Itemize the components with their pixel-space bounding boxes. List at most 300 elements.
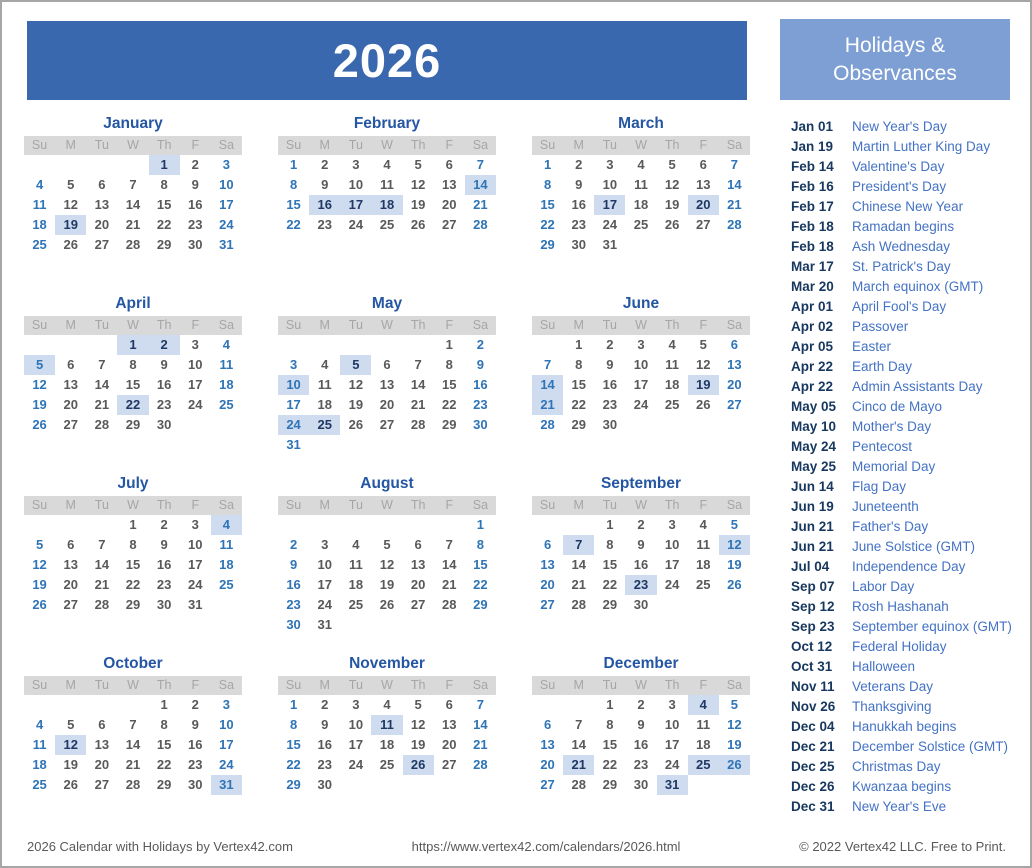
day-cell: 29 bbox=[442, 417, 457, 432]
day-cell: 19 bbox=[32, 577, 47, 592]
day-cell: 4 bbox=[383, 157, 391, 172]
day-cell: 11 bbox=[696, 717, 711, 732]
day-cell: 31 bbox=[188, 597, 203, 612]
weekday-header: M bbox=[319, 498, 330, 512]
holiday-date: May 24 bbox=[791, 439, 837, 454]
day-cell: 9 bbox=[160, 357, 168, 372]
empty-cell bbox=[278, 515, 309, 535]
day-cell: 11 bbox=[219, 357, 234, 372]
day-cell: 3 bbox=[191, 337, 199, 352]
day-cell: 27 bbox=[94, 777, 110, 792]
holiday-day-cell: 4 bbox=[688, 695, 719, 715]
day-cell: 12 bbox=[348, 377, 364, 392]
day-cell: 30 bbox=[286, 617, 301, 632]
holiday-row bbox=[782, 137, 1026, 157]
day-cell: 25 bbox=[219, 397, 234, 412]
day-cell: 30 bbox=[633, 597, 649, 612]
holiday-row bbox=[782, 517, 1026, 537]
day-cell: 22 bbox=[473, 577, 488, 592]
day-cell: 14 bbox=[571, 737, 586, 752]
calendar-grid bbox=[24, 114, 750, 816]
day-cell: 6 bbox=[98, 717, 106, 732]
weekday-header: Sa bbox=[726, 678, 743, 692]
holiday-date: Oct 12 bbox=[791, 639, 833, 654]
holiday-row bbox=[782, 577, 1026, 597]
day-cell: 3 bbox=[668, 697, 676, 712]
holiday-name: December Solstice (GMT) bbox=[852, 739, 1009, 754]
day-cell: 20 bbox=[540, 757, 555, 772]
day-cell: 19 bbox=[379, 577, 395, 592]
day-cell: 28 bbox=[473, 217, 488, 232]
day-cell: 18 bbox=[219, 557, 234, 572]
weekday-header: Th bbox=[664, 138, 680, 152]
day-cell: 10 bbox=[664, 717, 680, 732]
day-cell: 10 bbox=[348, 177, 364, 192]
empty-cell bbox=[371, 335, 402, 355]
holiday-name: Independence Day bbox=[852, 559, 966, 574]
day-cell: 25 bbox=[32, 777, 47, 792]
holiday-date: Sep 12 bbox=[791, 599, 835, 614]
day-grid bbox=[24, 335, 242, 435]
weekday-header: Tu bbox=[348, 318, 363, 332]
holiday-name: St. Patrick's Day bbox=[852, 259, 951, 274]
holiday-date: Sep 07 bbox=[791, 579, 835, 594]
empty-cell bbox=[340, 515, 371, 535]
holiday-day-cell: 12 bbox=[719, 535, 750, 555]
holiday-row bbox=[782, 377, 1026, 397]
empty-cell bbox=[86, 335, 117, 355]
day-cell: 27 bbox=[410, 597, 426, 612]
day-cell: 10 bbox=[602, 177, 618, 192]
holiday-date: Apr 22 bbox=[791, 379, 834, 394]
day-cell: 5 bbox=[67, 177, 75, 192]
holiday-name: Earth Day bbox=[852, 359, 913, 374]
day-cell: 20 bbox=[442, 197, 457, 212]
day-cell: 14 bbox=[410, 377, 426, 392]
day-cell: 23 bbox=[286, 597, 301, 612]
day-cell: 2 bbox=[321, 697, 329, 712]
day-cell: 21 bbox=[442, 577, 457, 592]
day-cell: 3 bbox=[606, 157, 614, 172]
day-cell: 19 bbox=[348, 397, 364, 412]
day-cell: 1 bbox=[289, 157, 298, 172]
weekday-header: Su bbox=[539, 498, 556, 512]
day-cell: 22 bbox=[602, 577, 618, 592]
weekday-header: Sa bbox=[218, 138, 235, 152]
footer bbox=[27, 839, 1006, 854]
day-cell: 21 bbox=[410, 397, 426, 412]
empty-cell bbox=[309, 515, 340, 535]
day-cell: 5 bbox=[383, 537, 391, 552]
empty-cell bbox=[86, 695, 117, 715]
day-cell: 20 bbox=[63, 397, 78, 412]
weekday-header: M bbox=[319, 138, 330, 152]
day-cell: 17 bbox=[664, 737, 680, 752]
day-cell: 2 bbox=[321, 157, 329, 172]
day-cell: 12 bbox=[63, 197, 78, 212]
weekday-header: Th bbox=[410, 318, 426, 332]
weekday-header: Sa bbox=[726, 138, 743, 152]
month-march bbox=[532, 114, 750, 276]
day-cell: 27 bbox=[63, 417, 78, 432]
day-cell: 11 bbox=[348, 557, 363, 572]
day-cell: 8 bbox=[445, 357, 453, 372]
day-cell: 31 bbox=[219, 237, 234, 252]
day-cell: 2 bbox=[575, 157, 583, 172]
month-title: April bbox=[115, 295, 151, 312]
holiday-date: Oct 31 bbox=[791, 659, 833, 674]
day-cell: 7 bbox=[730, 157, 739, 172]
day-cell: 10 bbox=[664, 537, 680, 552]
day-cell: 4 bbox=[699, 517, 707, 532]
day-cell: 18 bbox=[696, 557, 711, 572]
day-cell: 28 bbox=[94, 597, 110, 612]
holiday-date: Jun 21 bbox=[791, 539, 834, 554]
holiday-name: Ash Wednesday bbox=[852, 239, 951, 254]
day-cell: 28 bbox=[94, 417, 110, 432]
empty-cell bbox=[24, 155, 55, 175]
holiday-name: Flag Day bbox=[852, 479, 907, 494]
day-cell: 2 bbox=[637, 517, 645, 532]
holiday-date: May 25 bbox=[791, 459, 837, 474]
day-cell: 17 bbox=[633, 377, 649, 392]
weekday-header: Tu bbox=[602, 138, 617, 152]
weekday-header: Th bbox=[156, 678, 172, 692]
day-cell: 4 bbox=[383, 697, 391, 712]
day-cell: 18 bbox=[317, 397, 332, 412]
day-cell: 1 bbox=[575, 337, 583, 352]
day-cell: 8 bbox=[129, 537, 137, 552]
holiday-list bbox=[782, 117, 1026, 817]
day-cell: 26 bbox=[63, 777, 78, 792]
month-october bbox=[24, 654, 242, 816]
holiday-date: Apr 05 bbox=[791, 339, 834, 354]
day-cell: 14 bbox=[125, 737, 141, 752]
day-cell: 23 bbox=[188, 757, 203, 772]
month-september bbox=[532, 474, 750, 636]
day-cell: 27 bbox=[696, 217, 711, 232]
day-cell: 24 bbox=[633, 397, 649, 412]
day-cell: 22 bbox=[602, 757, 618, 772]
day-cell: 28 bbox=[540, 417, 555, 432]
month-april bbox=[24, 294, 242, 456]
day-cell: 7 bbox=[98, 537, 106, 552]
empty-cell bbox=[434, 515, 465, 535]
day-cell: 17 bbox=[317, 577, 332, 592]
day-cell: 11 bbox=[634, 177, 648, 192]
empty-cell bbox=[532, 335, 563, 355]
weekday-header: Th bbox=[664, 498, 680, 512]
holiday-date: Sep 23 bbox=[791, 619, 835, 634]
holiday-date: Nov 11 bbox=[791, 679, 835, 694]
day-cell: 26 bbox=[727, 577, 742, 592]
day-cell: 7 bbox=[575, 717, 583, 732]
day-cell: 16 bbox=[286, 577, 301, 592]
holiday-name: Hanukkah begins bbox=[852, 719, 957, 734]
holiday-date: Dec 21 bbox=[791, 739, 835, 754]
day-cell: 21 bbox=[727, 197, 742, 212]
month-title: January bbox=[103, 115, 163, 132]
weekday-header: F bbox=[191, 678, 200, 692]
weekday-header: Tu bbox=[94, 318, 109, 332]
day-cell: 12 bbox=[410, 177, 426, 192]
day-grid bbox=[278, 155, 496, 235]
day-cell: 19 bbox=[664, 197, 680, 212]
day-cell: 11 bbox=[32, 737, 47, 752]
weekday-header-row bbox=[278, 316, 496, 335]
holiday-day-cell: 17 bbox=[594, 195, 625, 215]
weekday-header: Th bbox=[664, 318, 680, 332]
month-december bbox=[532, 654, 750, 816]
day-cell: 5 bbox=[414, 157, 422, 172]
day-cell: 18 bbox=[664, 377, 680, 392]
holiday-day-cell: 12 bbox=[55, 735, 86, 755]
empty-cell bbox=[86, 155, 117, 175]
empty-cell bbox=[24, 335, 55, 355]
weekday-header: Th bbox=[410, 678, 426, 692]
day-cell: 22 bbox=[125, 577, 141, 592]
day-cell: 30 bbox=[156, 597, 172, 612]
holiday-name: Halloween bbox=[852, 659, 916, 674]
day-cell: 28 bbox=[571, 777, 586, 792]
day-cell: 24 bbox=[664, 577, 680, 592]
weekday-header: Tu bbox=[94, 138, 109, 152]
weekday-header-row bbox=[532, 136, 750, 155]
day-cell: 20 bbox=[410, 577, 426, 592]
holiday-row bbox=[782, 417, 1026, 437]
weekday-header: W bbox=[635, 678, 647, 692]
day-grid bbox=[24, 155, 242, 255]
day-cell: 9 bbox=[637, 537, 645, 552]
day-cell: 14 bbox=[94, 377, 110, 392]
holiday-day-cell: 25 bbox=[688, 755, 719, 775]
day-cell: 23 bbox=[317, 217, 332, 232]
day-grid bbox=[532, 515, 750, 615]
month-title: May bbox=[371, 295, 403, 312]
weekday-header: Th bbox=[410, 498, 426, 512]
holiday-name: Federal Holiday bbox=[852, 639, 947, 654]
day-cell: 13 bbox=[94, 737, 110, 752]
day-cell: 10 bbox=[188, 357, 203, 372]
day-cell: 28 bbox=[727, 217, 742, 232]
holiday-name: Labor Day bbox=[852, 579, 915, 594]
day-cell: 30 bbox=[156, 417, 172, 432]
day-cell: 26 bbox=[664, 217, 680, 232]
empty-cell bbox=[532, 695, 563, 715]
day-cell: 29 bbox=[286, 777, 301, 792]
weekday-header: Su bbox=[31, 678, 48, 692]
weekday-header: W bbox=[635, 138, 647, 152]
weekday-header: W bbox=[381, 678, 393, 692]
holiday-day-cell: 4 bbox=[211, 515, 242, 535]
day-cell: 11 bbox=[665, 357, 679, 372]
day-cell: 27 bbox=[540, 777, 555, 792]
day-cell: 20 bbox=[63, 577, 78, 592]
day-cell: 13 bbox=[442, 177, 457, 192]
day-cell: 23 bbox=[156, 577, 172, 592]
weekday-header: Tu bbox=[602, 678, 617, 692]
weekday-header: M bbox=[65, 318, 76, 332]
weekday-header: Sa bbox=[218, 318, 235, 332]
holiday-row bbox=[782, 677, 1026, 697]
month-title: August bbox=[360, 475, 414, 492]
day-cell: 26 bbox=[348, 417, 364, 432]
day-cell: 21 bbox=[473, 737, 488, 752]
holiday-day-cell: 22 bbox=[117, 395, 148, 415]
day-cell: 14 bbox=[727, 177, 742, 192]
holiday-name: New Year's Eve bbox=[852, 799, 947, 814]
day-cell: 16 bbox=[156, 557, 172, 572]
day-cell: 22 bbox=[286, 757, 301, 772]
holiday-day-cell: 21 bbox=[563, 755, 594, 775]
holiday-name: President's Day bbox=[852, 179, 947, 194]
weekday-header: F bbox=[445, 498, 454, 512]
weekday-header: M bbox=[573, 138, 584, 152]
day-cell: 20 bbox=[727, 377, 742, 392]
empty-cell bbox=[403, 515, 434, 535]
holiday-row bbox=[782, 657, 1026, 677]
day-cell: 2 bbox=[191, 697, 199, 712]
weekday-header: F bbox=[445, 318, 454, 332]
holiday-date: Jun 21 bbox=[791, 519, 834, 534]
day-cell: 5 bbox=[730, 517, 739, 532]
weekday-header: Su bbox=[285, 138, 302, 152]
day-cell: 31 bbox=[317, 617, 332, 632]
weekday-header: Tu bbox=[602, 498, 617, 512]
day-cell: 29 bbox=[602, 597, 618, 612]
holiday-day-cell: 14 bbox=[465, 175, 496, 195]
day-cell: 4 bbox=[352, 537, 360, 552]
day-cell: 28 bbox=[442, 597, 457, 612]
day-cell: 26 bbox=[379, 597, 395, 612]
holiday-day-cell: 26 bbox=[719, 755, 750, 775]
weekday-header: Sa bbox=[726, 498, 743, 512]
day-cell: 19 bbox=[727, 557, 742, 572]
day-cell: 5 bbox=[35, 537, 44, 552]
day-cell: 28 bbox=[410, 417, 426, 432]
weekday-header: Su bbox=[31, 138, 48, 152]
day-cell: 30 bbox=[188, 237, 203, 252]
holiday-name: Martin Luther King Day bbox=[852, 139, 991, 154]
day-cell: 16 bbox=[317, 737, 332, 752]
holiday-day-cell: 19 bbox=[55, 215, 86, 235]
day-cell: 8 bbox=[606, 537, 614, 552]
day-cell: 8 bbox=[160, 177, 168, 192]
empty-cell bbox=[309, 335, 340, 355]
day-cell: 7 bbox=[129, 177, 137, 192]
day-cell: 15 bbox=[602, 557, 618, 572]
holiday-name: Admin Assistants Day bbox=[852, 379, 983, 394]
day-cell: 15 bbox=[602, 737, 618, 752]
day-cell: 22 bbox=[442, 397, 457, 412]
holiday-day-cell: 20 bbox=[688, 195, 719, 215]
weekday-header: Sa bbox=[218, 678, 235, 692]
day-cell: 7 bbox=[476, 697, 485, 712]
day-cell: 17 bbox=[219, 197, 234, 212]
month-title: October bbox=[103, 655, 163, 672]
weekday-header: F bbox=[699, 498, 708, 512]
weekday-header: Su bbox=[285, 498, 302, 512]
holiday-date: Jul 04 bbox=[791, 559, 830, 574]
day-cell: 9 bbox=[321, 717, 329, 732]
month-may bbox=[278, 294, 496, 456]
holiday-row bbox=[782, 777, 1026, 797]
day-cell: 16 bbox=[633, 737, 649, 752]
holiday-day-cell: 11 bbox=[371, 715, 402, 735]
holiday-name: Kwanzaa begins bbox=[852, 779, 952, 794]
day-cell: 7 bbox=[445, 537, 453, 552]
day-cell: 29 bbox=[540, 237, 555, 252]
weekday-header-row bbox=[24, 316, 242, 335]
day-cell: 9 bbox=[575, 177, 583, 192]
weekday-header: Th bbox=[664, 678, 680, 692]
weekday-header: Tu bbox=[348, 498, 363, 512]
day-cell: 2 bbox=[637, 697, 645, 712]
holiday-row bbox=[782, 457, 1026, 477]
month-title: November bbox=[349, 655, 425, 672]
day-cell: 31 bbox=[602, 237, 618, 252]
holiday-date: Mar 17 bbox=[791, 259, 834, 274]
holiday-name: Mother's Day bbox=[852, 419, 932, 434]
empty-cell bbox=[55, 695, 86, 715]
holiday-day-cell: 17 bbox=[340, 195, 371, 215]
day-cell: 27 bbox=[540, 597, 555, 612]
holiday-name: Chinese New Year bbox=[852, 199, 964, 214]
day-cell: 23 bbox=[571, 217, 586, 232]
day-cell: 26 bbox=[32, 417, 47, 432]
day-cell: 15 bbox=[156, 197, 172, 212]
day-cell: 29 bbox=[125, 417, 141, 432]
month-november bbox=[278, 654, 496, 816]
day-cell: 26 bbox=[410, 217, 426, 232]
weekday-header-row bbox=[278, 136, 496, 155]
empty-cell bbox=[117, 695, 148, 715]
day-cell: 12 bbox=[32, 557, 47, 572]
day-cell: 1 bbox=[129, 517, 137, 532]
day-cell: 12 bbox=[32, 377, 47, 392]
day-cell: 1 bbox=[445, 337, 453, 352]
weekday-header: M bbox=[573, 498, 584, 512]
weekday-header: Sa bbox=[472, 678, 489, 692]
holiday-day-cell: 31 bbox=[211, 775, 242, 795]
day-cell: 9 bbox=[191, 177, 199, 192]
empty-cell bbox=[55, 515, 86, 535]
holiday-row bbox=[782, 217, 1026, 237]
holiday-row bbox=[782, 297, 1026, 317]
day-cell: 27 bbox=[379, 417, 395, 432]
day-cell: 27 bbox=[727, 397, 742, 412]
holiday-day-cell: 19 bbox=[688, 375, 719, 395]
day-cell: 20 bbox=[94, 757, 110, 772]
day-cell: 3 bbox=[352, 697, 360, 712]
holiday-date: Feb 18 bbox=[791, 219, 834, 234]
weekday-header-row bbox=[24, 496, 242, 515]
holiday-row bbox=[782, 257, 1026, 277]
day-cell: 10 bbox=[219, 177, 234, 192]
holiday-day-cell: 21 bbox=[532, 395, 563, 415]
day-cell: 1 bbox=[543, 157, 552, 172]
day-cell: 22 bbox=[156, 757, 172, 772]
empty-cell bbox=[532, 515, 563, 535]
weekday-header: Sa bbox=[472, 138, 489, 152]
day-grid bbox=[278, 515, 496, 635]
day-cell: 25 bbox=[696, 577, 711, 592]
day-cell: 18 bbox=[32, 217, 47, 232]
day-grid bbox=[278, 695, 496, 795]
holiday-date: May 05 bbox=[791, 399, 837, 414]
holiday-name: Juneteenth bbox=[852, 499, 919, 514]
day-cell: 13 bbox=[442, 717, 457, 732]
